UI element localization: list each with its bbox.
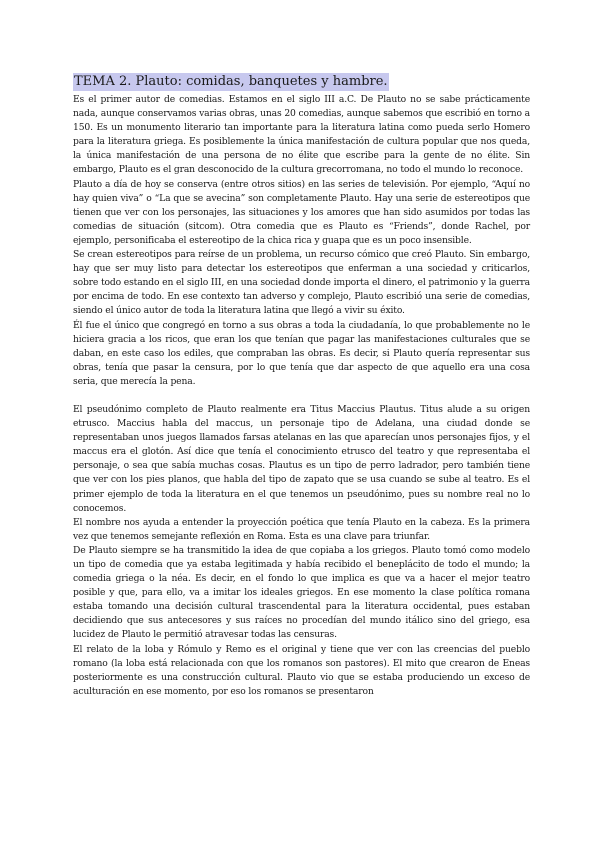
paragraph-1: Es el primer autor de comedias. Estamos en el siglo III a.C. De Plauto no se sabe prácticamente nada, aunque conservamos varias obras, unas 20 comedias, aunque sabemos que escribió en torno a 150. Es un monumento literario tan importante para la literatura latina como pueda serlo Homero para la literatura griega. Es posiblemente la única manifestación de cultura popular que nos queda, la única manifestación de una persona de no élite que escribe para la gente de no élite. Sin embargo, Plauto es el gran desconocido de la cultura grecorromana, no todo el mundo lo reconoce. bbox=[73, 94, 530, 176]
paragraph-5: El pseudónimo completo de Plauto realmente era Titus Maccius Plautus. Titus alude a su origen etrusco. Maccius habla del maccus, un personaje tipo de Adelana, una ciudad donde se representaban unos juegos llamados farsas atelanas en las que aparecían unos personajes fijos, y el maccus era el glotón. Así dice que tenía el conocimiento etrusco del teatro y que representaba el personaje, o sea que sabía muchas cosas. Plautus es un tipo de perro ladrador, pero también tiene que ver con los pies planos, que habla del tipo de zapato que se usa cuando se sube al teatro. Es el primer ejemplo de toda la literatura en el que tenemos un pseudónimo, pues su nombre real no lo conocemos. bbox=[73, 403, 530, 514]
paragraph-4: Él fue el único que congregó en torno a sus obras a toda la ciudadanía, lo que probablemente no le hiciera gracia a los ricos, que eran los que tenían que pagar las manifestaciones culturales que se daban, en este caso los ediles, que compraban las obras. Es decir, si Plauto quería representar sus obras, tenía que pasar la censura, por lo que tenía que dar aspecto de que aquello era una cosa seria, que merecía la pena. bbox=[73, 319, 530, 387]
document-page bbox=[73, 70, 530, 699]
paragraph-7: De Plauto siempre se ha transmitido la idea de que copiaba a los griegos. Plauto tomó como modelo un tipo de comedia que ya estaba legitimada y había recibido el beneplácito de todo el mundo; la comedia griega o la néa. Es decir, en el fondo lo que implica es que va a hacer el mejor teatro posible y que, para ello, va a imitar los ideales griegos. En ese momento la clase política romana estaba tomando una decisión cultural trascendental para la literatura occidental, pues estaban decidiendo que sus antecesores y sus raíces no procedían del mundo itálico sino del griego, esa lucidez de Plauto le permitió atravesar todas las censuras. bbox=[73, 544, 530, 641]
paragraph-6: El nombre nos ayuda a entender la proyección poética que tenía Plauto en la cabeza. Es la primera vez que tenemos semejante reflexión en Roma. Esta es una clave para triunfar. bbox=[73, 516, 530, 542]
document-title: TEMA 2. Plauto: comidas, banquetes y hambre. bbox=[74, 74, 388, 89]
paragraph-3: Se crean estereotipos para reírse de un problema, un recurso cómico que creó Plauto. Sin embargo, hay que ser muy listo para detectar los estereotipos que enferman a una sociedad y criticarlos, sobre todo estando en el siglo III, en una sociedad donde importa el dinero, el patrimonio y la guerra por encima de todo. En ese contexto tan adverso y complejo, Plauto escribió una serie de comedias, siendo el único autor de toda la literatura latina que llegó a vivir su éxito. bbox=[73, 249, 530, 317]
paragraph-2: Plauto a día de hoy se conserva (entre otros sitios) en las series de televisión. Por ejemplo, “Aquí no hay quien viva” o “La que se avecina” son completamente Plauto. Hay una serie de estereotipos que tienen que ver con los personajes, las situaciones y los amores que han sido asumidos por todas las comedias de situación (sitcom). Otra comedia que es Plauto es “Friends”, donde Rachel, por ejemplo, personificaba el estereotipo de la chica rica y guapa que es un poco insensible. bbox=[73, 178, 530, 246]
paragraph-gap bbox=[73, 389, 530, 403]
paragraph-8: El relato de la loba y Rómulo y Remo es el original y tiene que ver con las creencias del pueblo romano (la loba está relacionada con que los romanos son pastores). El mito que crearon de Eneas posteriormente es una construcción cultural. Plauto vio que se estaba produciendo un exceso de aculturación en ese momento, por eso los romanos se presentaron bbox=[73, 643, 530, 697]
